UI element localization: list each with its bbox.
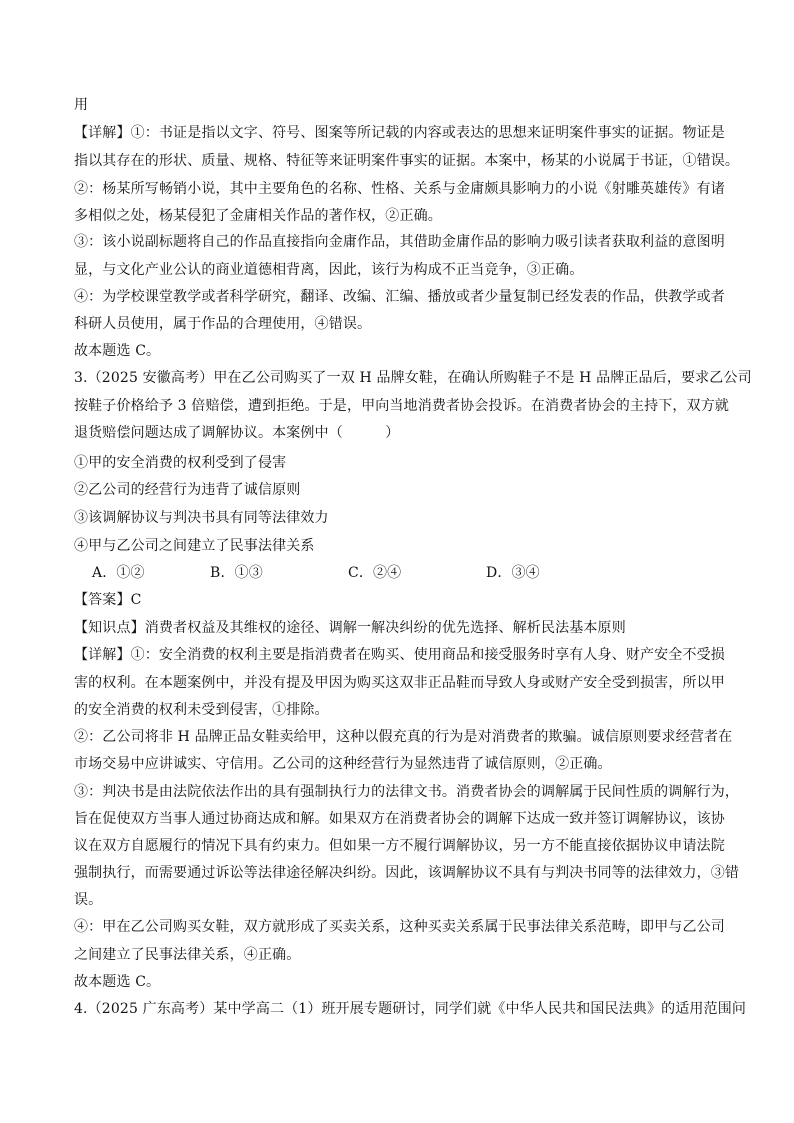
- text-line: 【详解】①：书证是指以文字、符号、图案等所记载的内容或表达的思想来证明案件事实的证据。物证是: [74, 125, 725, 141]
- text-line: 强制执行，而需要通过诉讼等法律途径解决纠纷。因此，该调解协议不具有与判决书同等的法律效力，③错: [74, 865, 740, 881]
- text-line: 市场交易中应讲诚实、守信用。乙公司的这种经营行为显然违背了诚信原则，②正确。: [74, 756, 612, 772]
- text-line: 显，与文化产业公认的商业道德相背离，因此，该行为构成不正当竞争，③正确。: [74, 262, 584, 278]
- text-line: ②：乙公司将非 H 品牌正品女鞋卖给甲，这种以假充真的行为是对消费者的欺骗。诚信原则要求经营者在: [74, 729, 733, 745]
- text-line: 议在双方自愿履行的情况下具有约束力。但如果一方不履行调解协议，另一方不能直接依据协议申请法院: [74, 838, 725, 854]
- text-line: 指以其存在的形状、质量、规格、特征等来证明案件事实的证据。本案中，杨某的小说属于书证，①错误。: [74, 153, 740, 169]
- question-3-stem: 3.（2025 安徽高考）甲在乙公司购买了一双 H 品牌女鞋，在确认所购鞋子不是 H 品牌正品后，要求乙公司: [74, 370, 752, 386]
- option-b: B．①③: [210, 565, 263, 581]
- statement-4: ④甲与乙公司之间建立了民事法律关系: [74, 538, 315, 554]
- text-line: ④：为学校课堂教学或者科学研究，翻译、改编、汇编、播放或者少量复制已经发表的作品，供教学或者: [74, 289, 725, 305]
- text-line: 故本题选 C。: [74, 974, 161, 990]
- text-line: 故本题选 C。: [74, 343, 161, 359]
- text-line: 的安全消费的权利未受到侵害，①排除。: [74, 702, 329, 718]
- text-line: ④：甲在乙公司购买女鞋，双方就形成了买卖关系，这种买卖关系属于民事法律关系范畴，即甲与乙公司: [74, 919, 725, 935]
- text-line: 多相似之处，杨某侵犯了金庸相关作品的著作权，②正确。: [74, 208, 442, 224]
- text-line: 用: [74, 97, 89, 113]
- question-4-stem: 4.（2025 广东高考）某中学高二（1）班开展专题研讨，同学们就《中华人民共和国民法典》的适用范围问: [74, 1001, 746, 1017]
- statement-3: ③该调解协议与判决书具有同等法律效力: [74, 510, 329, 526]
- text-line: 旨在促使双方当事人通过协商达成和解。如果双方在消费者协会的调解下达成一致并签订调解协议，该协: [74, 811, 725, 827]
- answer-line: 【答案】C: [74, 592, 142, 608]
- text-line: ②：杨某所写畅销小说，其中主要角色的名称、性格、关系与金庸颇具影响力的小说《射雕英雄传》有诸: [74, 181, 725, 197]
- knowledge-point: 【知识点】消费者权益及其维权的途径、调解一解决纠纷的优先选择、解析民法基本原则: [74, 620, 626, 636]
- option-c: C．②④: [348, 565, 402, 581]
- text-line: 之间建立了民事法律关系，④正确。: [74, 947, 301, 963]
- text-line: ③：该小说副标题将自己的作品直接指向金庸作品，其借助金庸作品的影响力吸引读者获取利益的意图明: [74, 234, 725, 250]
- text-line: 【详解】①：安全消费的权利主要是指消费者在购买、使用商品和接受服务时享有人身、财产安全不受损: [74, 647, 725, 663]
- text-line: 退货赔偿问题达成了调解协议。本案例中（ ）: [74, 425, 400, 441]
- statement-2: ②乙公司的经营行为违背了诚信原则: [74, 482, 301, 498]
- text-line: 害的权利。在本题案例中，并没有提及甲因为购买这双非正品鞋而导致人身或财产安全受到损害，所以甲: [74, 675, 725, 691]
- text-line: 按鞋子价格给予 3 倍赔偿，遭到拒绝。于是，甲向当地消费者协会投诉。在消费者协会的主持下，双方就: [74, 398, 730, 414]
- text-line: ③：判决书是由法院依法作出的具有强制执行力的法律文书。消费者协会的调解属于民间性质的调解行为，: [74, 784, 740, 800]
- text-line: 科研人员使用，属于作品的合理使用，④错误。: [74, 316, 372, 332]
- option-d: D．③④: [486, 565, 540, 581]
- option-a: A．①②: [92, 565, 145, 581]
- text-line: 误。: [74, 892, 103, 908]
- statement-1: ①甲的安全消费的权利受到了侵害: [74, 455, 287, 471]
